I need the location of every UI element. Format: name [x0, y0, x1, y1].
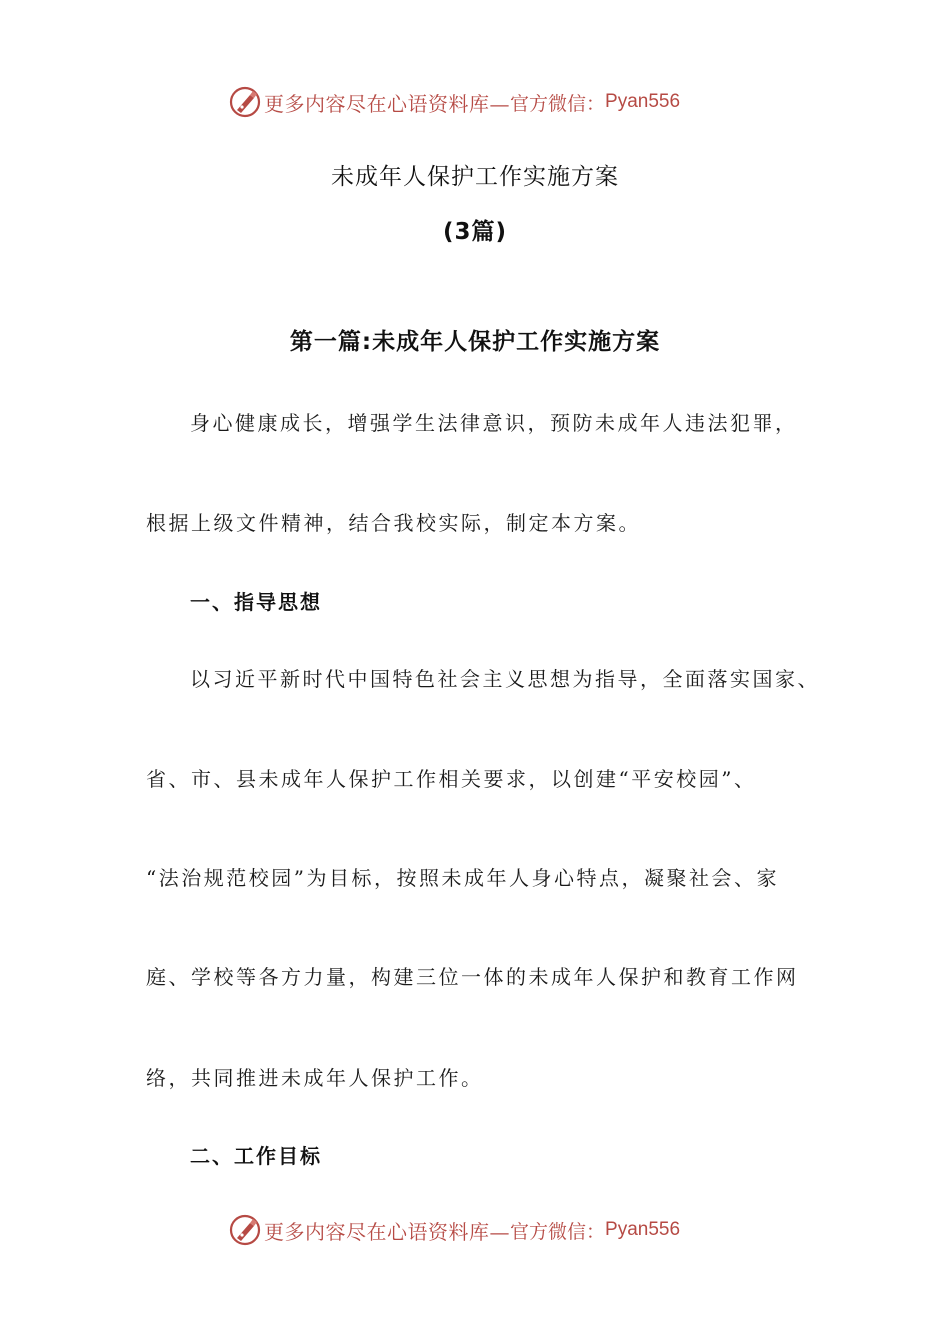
pen-nib-logo-icon [228, 1213, 262, 1247]
section-heading-2: 二、工作目标 [190, 1144, 322, 1168]
section1-line-2: 省、市、县未成年人保护工作相关要求，以创建“平安校园”、 [146, 767, 757, 791]
section1-line-4: 庭、学校等各方力量，构建三位一体的未成年人保护和教育工作网 [146, 965, 799, 989]
watermark-banner-bottom [228, 1210, 680, 1250]
section1-line-1: 以习近平新时代中国特色社会主义思想为指导，全面落实国家、 [190, 667, 820, 691]
intro-line-2: 根据上级文件精神，结合我校实际，制定本方案。 [146, 511, 641, 535]
pen-nib-logo-icon [228, 85, 262, 119]
part-title: 第一篇:未成年人保护工作实施方案 [289, 329, 661, 355]
watermark-wechat-label: 官方微信： [510, 1220, 606, 1243]
section1-line-5: 络，共同推进未成年人保护工作。 [146, 1066, 484, 1090]
watermark-wechat-id: Pyan556 [605, 91, 681, 112]
section1-line-3: “法治规范校园”为目标，按照未成年人身心特点，凝聚社会、家 [146, 866, 779, 890]
watermark-wechat-label: 官方微信： [510, 92, 606, 115]
document-subtitle: (3篇) [442, 219, 508, 245]
watermark-banner-top [228, 82, 680, 122]
watermark-text: 更多内容尽在心语资料库— [264, 1219, 510, 1244]
watermark-wechat-id: Pyan556 [605, 1219, 681, 1240]
intro-line-1: 身心健康成长，增强学生法律意识，预防未成年人违法犯罪， [190, 411, 798, 435]
document-title: 未成年人保护工作实施方案 [331, 164, 619, 190]
watermark-text: 更多内容尽在心语资料库— [264, 91, 510, 116]
section-heading-1: 一、指导思想 [190, 590, 322, 614]
